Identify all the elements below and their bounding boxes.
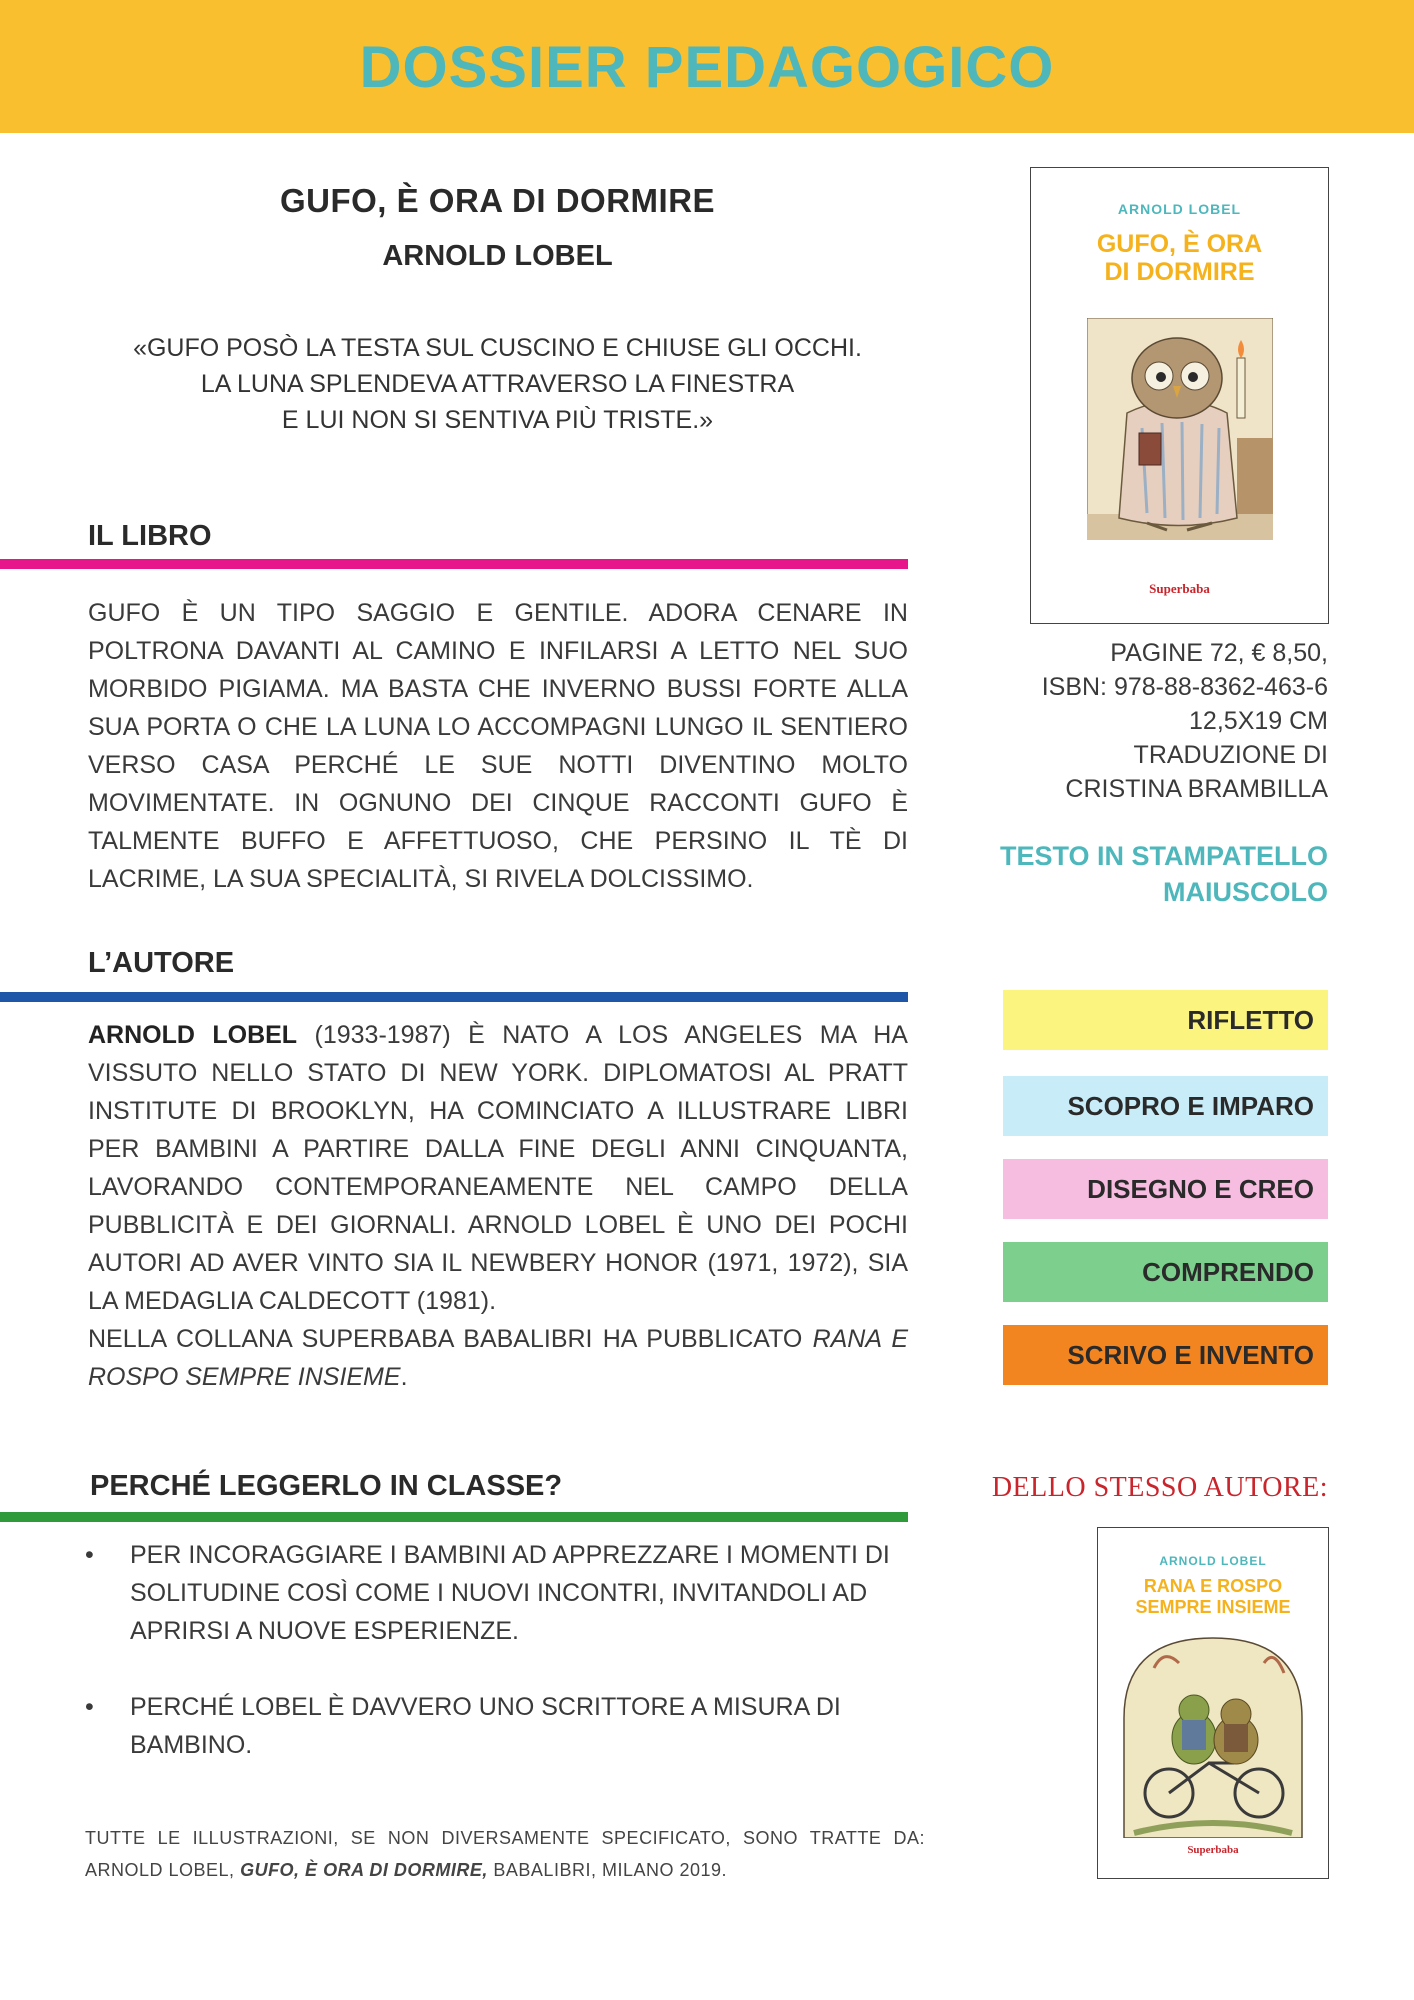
activity-disegno-e-creo: DISEGNO E CREO (1003, 1159, 1328, 1219)
print-note-line: MAIUSCOLO (1163, 877, 1328, 907)
section-divider-libro (0, 559, 908, 569)
bullet-icon: • (85, 1693, 94, 1721)
reasons-list (85, 1536, 925, 1802)
book-isbn: ISBN: 978-88-8362-463-6 (1041, 673, 1328, 701)
activity-scrivo-e-invento: SCRIVO E INVENTO (1003, 1325, 1328, 1385)
reason-text: PER INCORAGGIARE I BAMBINI AD APPREZZARE I MOMENTI DI SOLITUDINE COSÌ COME I NUOVI INCONTRI, INVITANDOLI AD APRIRSI A NUOVE ESPERIENZE. (130, 1541, 890, 1645)
book-title: GUFO, È ORA DI DORMIRE (279, 182, 716, 219)
book-quote (90, 330, 905, 438)
book-cover-rana-e-rospo (1097, 1527, 1329, 1879)
section-title-perche: PERCHÉ LEGGERLO IN CLASSE? (90, 1470, 563, 1502)
document-title: DOSSIER PEDAGOGICO (359, 35, 1055, 100)
book-details (998, 636, 1328, 806)
activity-rifletto: RIFLETTO (1003, 990, 1328, 1050)
cover-title-line: GUFO, È ORA (1096, 230, 1263, 258)
collana-text (88, 1320, 908, 1396)
autore-paragraph (88, 1016, 908, 1396)
cover-title-line: DI DORMIRE (1104, 258, 1255, 286)
section-divider-perche (0, 1512, 908, 1522)
libro-paragraph (88, 594, 908, 898)
collana-book-title: RANA E ROSPO SEMPRE INSIEME (88, 1325, 909, 1391)
collana-prefix: NELLA COLLANA SUPERBABA BABALIBRI HA PUBBLICATO (88, 1325, 813, 1353)
same-author-label: DELLO STESSO AUTORE: (991, 1472, 1328, 1503)
book-pages-price: PAGINE 72, € 8,50, (1110, 639, 1328, 667)
book-format: 12,5X19 CM (1189, 707, 1328, 735)
print-style-note (948, 838, 1328, 910)
activity-comprendo: COMPRENDO (1003, 1242, 1328, 1302)
quote-line: «GUFO POSÒ LA TESTA SUL CUSCINO E CHIUSE GLI OCCHI. (133, 334, 862, 362)
credit-book-title: GUFO, È ORA DI DORMIRE, (240, 1860, 488, 1880)
section-divider-autore (0, 992, 908, 1002)
frog-toad-illustration (1114, 1628, 1312, 1838)
section-title-autore: L’AUTORE (88, 947, 235, 979)
cover-publisher: Superbaba (1149, 581, 1210, 596)
cover-publisher: Superbaba (1187, 1844, 1239, 1856)
cover-author: ARNOLD LOBEL (1159, 1554, 1267, 1568)
list-item (85, 1536, 925, 1650)
book-translation-label: TRADUZIONE DI (1133, 741, 1328, 769)
reason-text: PERCHÉ LOBEL È DAVVERO UNO SCRITTORE A MISURA DI BAMBINO. (130, 1693, 841, 1759)
author-name: ARNOLD LOBEL (88, 1021, 298, 1049)
book-author: ARNOLD LOBEL (382, 240, 613, 272)
author-bio: (1933-1987) È NATO A LOS ANGELES MA HA VISSUTO NELLO STATO DI NEW YORK. DIPLOMATOSI AL PRATT INSTITUTE DI BROOKLYN, HA COMINCIATO A ILLUSTRARE LIBRI PER BAMBINI A PARTIRE DALLA FINE DEGLI ANNI CINQUANTA, LAVORANDO CONTEMPORANEAMENTE NEL CAMPO DELLA PUBBLICITÀ E DEI GIORNALI. ARNOLD LOBEL È UNO DEI POCHI AUTORI AD AVER VINTO SIA IL NEWBERY HONOR (1971, 1972), SIA LA MEDAGLIA CALDECOTT (1981). (88, 1021, 908, 1315)
bullet-icon: • (85, 1541, 94, 1569)
section-title-libro: IL LIBRO (88, 520, 212, 552)
print-note-line: TESTO IN STAMPATELLO (1000, 841, 1328, 871)
cover-title-line: RANA E ROSPO (1143, 1576, 1283, 1596)
cover-title-line: SEMPRE INSIEME (1135, 1597, 1291, 1617)
libro-text: GUFO È UN TIPO SAGGIO E GENTILE. ADORA CENARE IN POLTRONA DAVANTI AL CAMINO E INFILARSI A LETTO NEL SUO MORBIDO PIGIAMA. MA BASTA CHE INVERNO BUSSI FORTE ALLA SUA PORTA O CHE LA LUNA LO ACCOMPAGNI LUNGO IL SENTIERO VERSO CASA PERCHÉ LE SUE NOTTI DIVENTINO MOLTO MOVIMENTATE. IN OGNUNO DEI CINQUE RACCONTI GUFO È TALMENTE BUFFO E AFFETTUOSO, CHE PERSINO IL TÈ DI LACRIME, LA SUA SPECIALITÀ, SI RIVELA DOLCISSIMO. (88, 599, 908, 893)
book-translator: CRISTINA BRAMBILLA (1065, 775, 1328, 803)
collana-end: . (400, 1363, 408, 1391)
credit-prefix: TUTTE LE ILLUSTRAZIONI, SE NON DIVERSAMENTE SPECIFICATO, SONO TRATTE DA: ARNOLD LOBEL, (85, 1828, 925, 1880)
owl-illustration (1087, 318, 1273, 540)
book-cover-gufo (1030, 167, 1329, 624)
autore-text (88, 1016, 908, 1320)
list-item (85, 1688, 925, 1764)
quote-line: E LUI NON SI SENTIVA PIÙ TRISTE.» (281, 406, 714, 434)
activity-scopro-e-imparo: SCOPRO E IMPARO (1003, 1076, 1328, 1136)
header-banner (0, 0, 1414, 133)
illustrations-credit (85, 1822, 925, 1886)
cover-author: ARNOLD LOBEL (1117, 201, 1242, 217)
cover-title (1098, 1576, 1328, 1618)
quote-line: LA LUNA SPLENDEVA ATTRAVERSO LA FINESTRA (200, 370, 795, 398)
cover-title (1031, 230, 1328, 286)
credit-suffix: BABALIBRI, MILANO 2019. (487, 1860, 728, 1880)
